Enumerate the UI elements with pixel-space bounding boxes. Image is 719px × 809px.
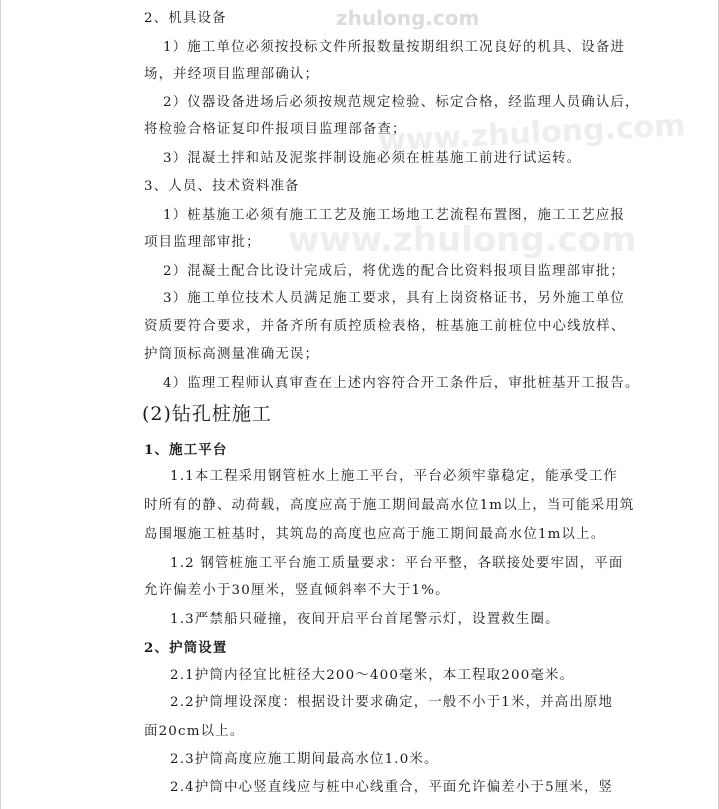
paragraph-line: 2.1护筒内径宜比桩径大200～400毫米，本工程取200毫米。 xyxy=(170,668,575,683)
paragraph-line: 4）监理工程师认真审查在上述内容符合开工条件后，审批桩基开工报告。 xyxy=(163,376,640,391)
paragraph-line: 1.2 钢管桩施工平台施工质量要求：平台平整，各联接处要牢固，平面 xyxy=(170,556,624,571)
watermark: www.zhulong.com xyxy=(377,107,687,160)
paragraph-line: 2.4护筒中心竖直线应与桩中心线重合，平面允许偏差小于5厘米，竖 xyxy=(170,780,614,795)
paragraph-line: 时所有的静、动荷载，高度应高于施工期间最高水位1m以上，当可能采用筑 xyxy=(144,498,635,513)
paragraph-line: 1.3严禁船只碰撞，夜间开启平台首尾警示灯，设置救生圈。 xyxy=(170,612,560,627)
paragraph-line: 3）施工单位技术人员满足施工要求，具有上岗资格证书，另外施工单位 xyxy=(163,291,626,306)
paragraph-line: 允许偏差小于30厘米，竖直倾斜率不大于1%。 xyxy=(144,583,450,598)
paragraph-line: 1）施工单位必须按投标文件所报数量按期组织工况良好的机具、设备进 xyxy=(163,40,626,55)
watermark: zhulong.com xyxy=(336,6,480,30)
chapter-heading-bored-pile: (2)钻孔桩施工 xyxy=(142,403,272,425)
section-heading-personnel: 3、人员、技术资料准备 xyxy=(144,179,300,194)
section-heading-casing: 2、护筒设置 xyxy=(144,640,228,656)
paragraph-line: 2.2护筒埋设深度：根据设计要求确定，一般不小于1米，并高出原地 xyxy=(170,695,614,710)
paragraph-line: 1）桩基施工必须有施工工艺及施工场地工艺流程布置图，施工工艺应报 xyxy=(163,208,626,223)
paragraph-line: 将检验合格证复印件报项目监理部备查； xyxy=(144,122,407,137)
paragraph-line: 2）混凝土配合比设计完成后，将优选的配合比资料报项目监理部审批； xyxy=(163,264,626,279)
section-heading-equipment: 2、机具设备 xyxy=(144,11,227,26)
paragraph-line: 3）混凝土拌和站及泥浆拌制设施必须在桩基施工前进行试运转。 xyxy=(163,151,582,166)
watermark: www.zhulong.com xyxy=(288,220,637,260)
paragraph-line: 2.3护筒高度应施工期间最高水位1.0米。 xyxy=(170,752,439,767)
paragraph-line: 1.1本工程采用钢管桩水上施工平台，平台必须牢靠稳定，能承受工作 xyxy=(170,469,619,484)
paragraph-line: 护筒顶标高测量准确无误； xyxy=(144,347,320,362)
section-heading-platform: 1、施工平台 xyxy=(144,442,228,458)
page-border-left xyxy=(0,0,1,809)
paragraph-line: 2）仪器设备进场后必须按规范规定检验、标定合格，经监理人员确认后， xyxy=(163,95,640,110)
paragraph-line: 资质要符合要求，并备齐所有质控质检表格，桩基施工前桩位中心线放样、 xyxy=(144,319,626,334)
paragraph-line: 岛围堰施工桩基时，其筑岛的高度也应高于施工期间最高水位1m以上。 xyxy=(144,527,606,542)
paragraph-line: 面20cm以上。 xyxy=(144,724,245,739)
paragraph-line: 场，并经项目监理部确认； xyxy=(144,67,320,82)
paragraph-line: 项目监理部审批； xyxy=(144,235,261,250)
